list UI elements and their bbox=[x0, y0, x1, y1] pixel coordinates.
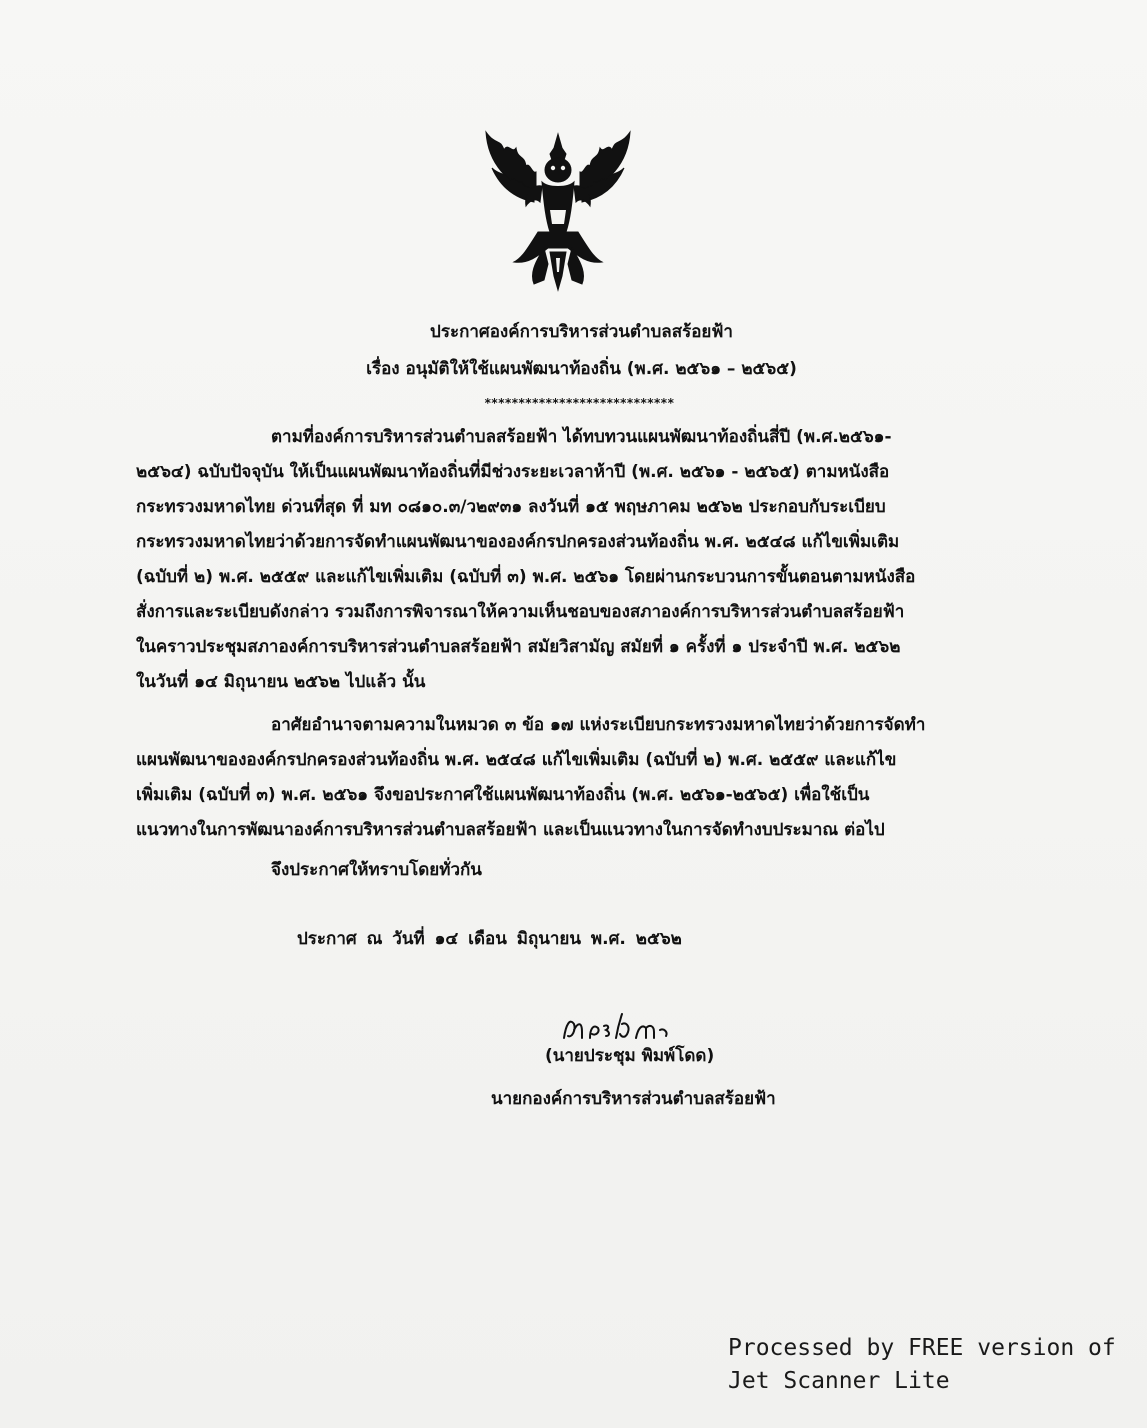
separator: **************************** bbox=[484, 396, 675, 410]
announcement-closing: จึงประกาศให้ทราบโดยทั่วกัน bbox=[271, 860, 482, 880]
signer-position: นายกองค์การบริหารส่วนตำบลสร้อยฟ้า bbox=[491, 1089, 776, 1109]
paragraph-line: ในคราวประชุมสภาองค์การบริหารส่วนตำบลสร้อยฟ้า สมัยวิสามัญ สมัยที่ ๑ ครั้งที่ ๑ ประจำปี พ.ศ. ๒๕๖๒ bbox=[136, 637, 901, 657]
document-subject: เรื่อง อนุมัติให้ใช้แผนพัฒนาท้องถิ่น (พ.ศ. ๒๕๖๑ – ๒๕๖๕) bbox=[366, 359, 797, 379]
paragraph-line: แนวทางในการพัฒนาองค์การบริหารส่วนตำบลสร้อยฟ้า และเป็นแนวทางในการจัดทำงบประมาณ ต่อไป bbox=[136, 820, 885, 840]
watermark-line: Jet Scanner Lite bbox=[728, 1368, 950, 1394]
paragraph-line: กระทรวงมหาดไทยว่าด้วยการจัดทำแผนพัฒนาขององค์กรปกครองส่วนท้องถิ่น พ.ศ. ๒๕๔๘ แก้ไขเพิ่มเติม bbox=[136, 532, 900, 552]
paragraph-line: อาศัยอำนาจตามความในหมวด ๓ ข้อ ๑๗ แห่งระเบียบกระทรวงมหาดไทยว่าด้วยการจัดทำ bbox=[271, 715, 926, 735]
paragraph-line: กระทรวงมหาดไทย ด่วนที่สุด ที่ มท ๐๘๑๐.๓/ว๒๙๓๑ ลงวันที่ ๑๕ พฤษภาคม ๒๕๖๒ ประกอบกับระเบียบ bbox=[136, 497, 886, 517]
signer-name: (นายประชุม พิมพ์โดด) bbox=[545, 1046, 715, 1066]
paragraph-line: เพิ่มเติม (ฉบับที่ ๓) พ.ศ. ๒๕๖๑ จึงขอประกาศใช้แผนพัฒนาท้องถิ่น (พ.ศ. ๒๕๖๑-๒๕๖๕) เพื่อใช้เป็น bbox=[136, 785, 870, 805]
paragraph-line: ตามที่องค์การบริหารส่วนตำบลสร้อยฟ้า ได้ทบทวนแผนพัฒนาท้องถิ่นสี่ปี (พ.ศ.๒๕๖๑- bbox=[271, 427, 892, 447]
watermark-line: Processed by FREE version of bbox=[728, 1335, 1116, 1361]
garuda-emblem-icon bbox=[478, 124, 638, 292]
paragraph-line: แผนพัฒนาขององค์กรปกครองส่วนท้องถิ่น พ.ศ. ๒๕๔๘ แก้ไขเพิ่มเติม (ฉบับที่ ๒) พ.ศ. ๒๕๕๙ และแก้ไข bbox=[136, 750, 897, 770]
announcement-date: ประกาศ ณ วันที่ ๑๔ เดือน มิถุนายน พ.ศ. ๒๕๖๒ bbox=[297, 929, 682, 949]
paragraph-line: ในวันที่ ๑๔ มิถุนายน ๒๕๖๒ ไปแล้ว นั้น bbox=[136, 672, 426, 692]
paragraph-2 bbox=[136, 708, 996, 848]
scanner-watermark bbox=[728, 1332, 1116, 1398]
paragraph-line: ๒๕๖๔) ฉบับปัจจุบัน ให้เป็นแผนพัฒนาท้องถิ่นที่มีช่วงระยะเวลาห้าปี (พ.ศ. ๒๕๖๑ - ๒๕๖๕) ตามหนังสือ bbox=[136, 462, 890, 482]
paragraph-line: (ฉบับที่ ๒) พ.ศ. ๒๕๕๙ และแก้ไขเพิ่มเติม (ฉบับที่ ๓) พ.ศ. ๒๕๖๑ โดยผ่านกระบวนการขั้นตอนตามหนังสือ bbox=[136, 567, 916, 587]
paragraph-1 bbox=[136, 420, 996, 700]
document-title: ประกาศองค์การบริหารส่วนตำบลสร้อยฟ้า bbox=[430, 322, 733, 342]
handwritten-signature bbox=[560, 1010, 690, 1044]
paragraph-line: สั่งการและระเบียบดังกล่าว รวมถึงการพิจารณาให้ความเห็นชอบของสภาองค์การบริหารส่วนตำบลสร้อยฟ้า bbox=[136, 602, 905, 622]
